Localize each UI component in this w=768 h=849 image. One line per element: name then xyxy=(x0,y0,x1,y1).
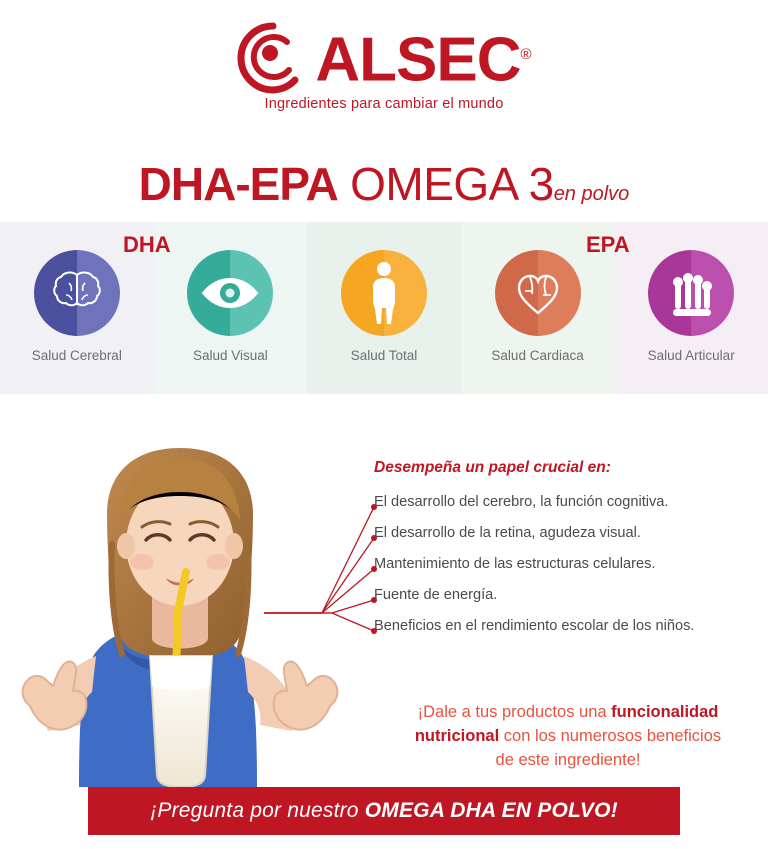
cta-line3: de este ingrediente! xyxy=(495,751,641,769)
benefit-cell-total xyxy=(307,222,461,394)
footer-text xyxy=(150,799,618,823)
footer-strong: OMEGA DHA EN POLVO! xyxy=(364,799,618,822)
logo-wordmark xyxy=(315,24,531,95)
strip-tag-dha: DHA xyxy=(123,232,171,257)
eye-icon xyxy=(199,273,261,313)
cta-line2-post: con los numerosos beneficios xyxy=(499,727,722,745)
list-item: El desarrollo de la retina, agudeza visual. xyxy=(374,525,641,541)
page-title xyxy=(0,157,768,211)
eye-circle xyxy=(187,250,273,336)
strip-tag-epa: EPA xyxy=(586,232,630,257)
leader-lines xyxy=(262,487,382,647)
benefit-label: Salud Cardiaca xyxy=(491,348,584,363)
brain-icon xyxy=(49,269,105,317)
title-dha-epa: DHA-EPA xyxy=(138,158,338,210)
list-item: Fuente de energía. xyxy=(374,587,498,603)
list-item: Beneficios en el rendimiento escolar de los niños. xyxy=(374,618,695,634)
footer-prefix: ¡Pregunta por nuestro xyxy=(150,799,365,822)
body-circle xyxy=(341,250,427,336)
heart-circle xyxy=(495,250,581,336)
cta-line1-pre: ¡Dale a tus productos una xyxy=(417,703,612,721)
logo-text: ALSEC xyxy=(315,25,521,95)
benefit-label: Salud Total xyxy=(350,348,418,363)
registered-mark: ® xyxy=(520,46,531,64)
health-benefit-strip xyxy=(0,222,768,394)
brand-tagline: Ingredientes para cambiar el mundo xyxy=(264,96,504,112)
logo-row xyxy=(0,22,768,94)
benefits-title: Desempeña un papel crucial en: xyxy=(374,459,611,476)
brand-logo xyxy=(0,22,768,112)
benefit-label: Salud Cerebral xyxy=(31,348,122,363)
alsec-swirl-icon xyxy=(237,22,309,94)
footer-banner xyxy=(88,787,680,835)
title-omega: OMEGA 3 xyxy=(337,158,554,210)
benefits-list xyxy=(374,487,762,642)
heart-icon xyxy=(512,267,564,319)
title-en-polvo: en polvo xyxy=(553,183,630,205)
brain-circle xyxy=(34,250,120,336)
benefit-cell-vision xyxy=(154,222,308,394)
cta-text xyxy=(376,700,760,772)
bone-joint-icon xyxy=(666,267,716,319)
list-item: Mantenimiento de las estructuras celulares. xyxy=(374,556,656,572)
body-icon xyxy=(364,260,404,326)
benefit-cell-joints xyxy=(614,222,768,394)
cta-line1-bold: funcionalidad xyxy=(611,703,719,721)
list-item: El desarrollo del cerebro, la función cognitiva. xyxy=(374,494,669,510)
joint-circle xyxy=(648,250,734,336)
cta-line2-bold: nutricional xyxy=(414,727,500,745)
benefit-label: Salud Articular xyxy=(647,348,735,363)
benefit-label: Salud Visual xyxy=(192,348,268,363)
